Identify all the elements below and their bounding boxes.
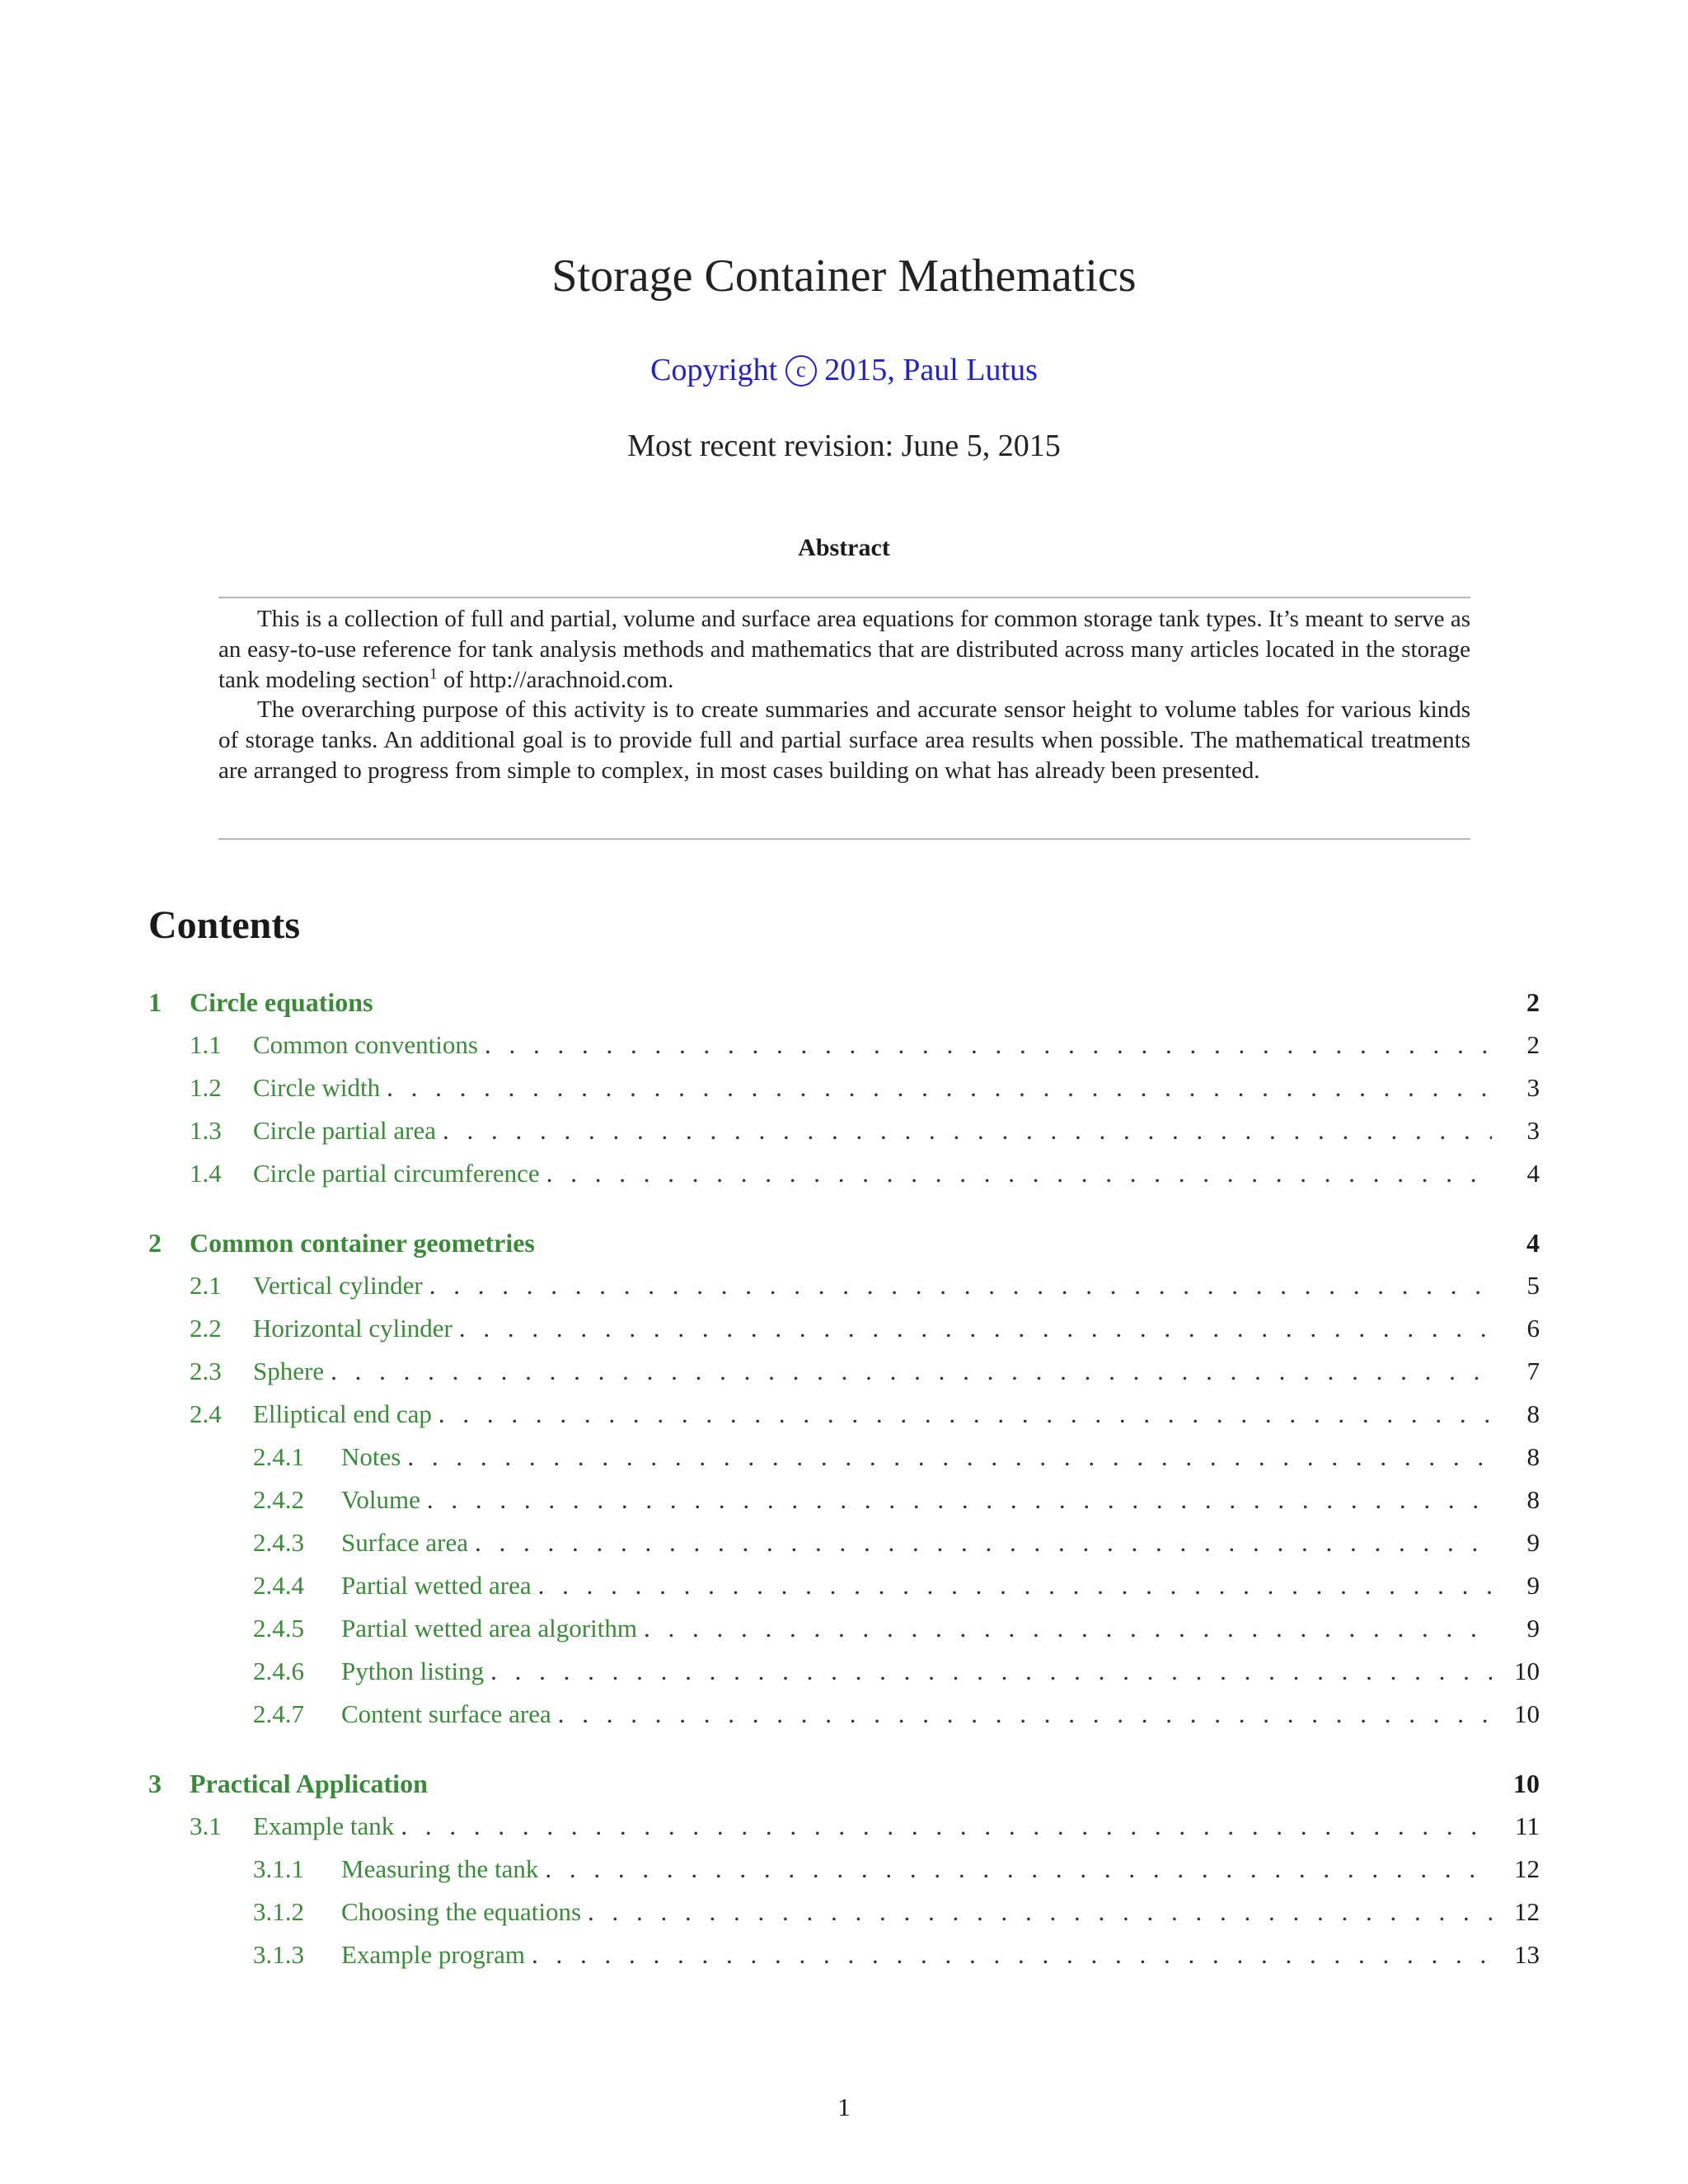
- toc-entry-number: 2: [148, 1228, 162, 1258]
- abstract-p1-tail: of http://arachnoid.com.: [437, 666, 674, 693]
- table-of-contents: [148, 981, 1540, 1976]
- toc-entry-number: 1.4: [190, 1159, 222, 1188]
- toc-subsection-entry[interactable]: [148, 1152, 1540, 1195]
- toc-subsection-entry[interactable]: [148, 1024, 1540, 1066]
- toc-entry-number: 1.3: [190, 1116, 222, 1145]
- toc-subsection-entry[interactable]: [148, 1350, 1540, 1393]
- toc-entry-number: 2.1: [190, 1271, 222, 1300]
- toc-dot-leader: [558, 1693, 1492, 1736]
- copyright-symbol-icon: c: [785, 355, 817, 387]
- toc-entry-title: Volume: [341, 1485, 420, 1514]
- toc-entry-title: Python listing: [341, 1657, 485, 1685]
- abstract-paragraph-1: [218, 604, 1470, 695]
- document-title: Storage Container Mathematics: [551, 251, 1137, 302]
- toc-subsection-entry[interactable]: [148, 1393, 1540, 1436]
- toc-section-entry[interactable]: [148, 1221, 1540, 1264]
- copyright-label: Copyright: [650, 353, 778, 387]
- toc-section-entry[interactable]: [148, 981, 1540, 1024]
- toc-subsection-entry[interactable]: [148, 1307, 1540, 1350]
- toc-entry-title: Practical Application: [190, 1769, 428, 1798]
- toc-entry-number: 2.4.7: [253, 1699, 304, 1728]
- toc-dot-leader: [545, 1848, 1492, 1891]
- toc-entry-page: 10: [1514, 1657, 1540, 1685]
- toc-entry-page: 2: [1526, 1030, 1540, 1059]
- toc-entry-page: 3: [1526, 1116, 1540, 1145]
- toc-entry-title: Measuring the tank: [341, 1854, 539, 1883]
- toc-entry-page: 10: [1513, 1769, 1540, 1798]
- toc-subsubsection-entry[interactable]: [148, 1564, 1540, 1607]
- toc-dot-leader: [401, 1805, 1492, 1848]
- toc-entry-page: 8: [1526, 1442, 1540, 1471]
- toc-subsubsection-entry[interactable]: [148, 1933, 1540, 1976]
- toc-dot-leader: [443, 1109, 1492, 1152]
- toc-entry-page: 2: [1526, 987, 1540, 1017]
- toc-dot-leader: [407, 1436, 1492, 1479]
- toc-dot-leader: [331, 1350, 1492, 1393]
- toc-dot-leader: [485, 1024, 1492, 1066]
- toc-entry-page: 9: [1526, 1528, 1540, 1557]
- toc-dot-leader: [427, 1479, 1492, 1521]
- toc-subsubsection-entry[interactable]: [148, 1693, 1540, 1736]
- toc-entry-number: 2.4.4: [253, 1571, 304, 1600]
- toc-entry-title: Circle width: [253, 1073, 381, 1102]
- toc-entry-number: 2.2: [190, 1314, 222, 1343]
- contents-heading: Contents: [148, 903, 301, 947]
- toc-subsubsection-entry[interactable]: [148, 1607, 1540, 1650]
- toc-subsubsection-entry[interactable]: [148, 1650, 1540, 1693]
- toc-subsection-entry[interactable]: [148, 1264, 1540, 1307]
- toc-entry-number: 1.1: [190, 1030, 222, 1059]
- toc-entry-number: 2.4.3: [253, 1528, 304, 1557]
- toc-section-gap: [148, 1195, 1540, 1221]
- abstract-p1-text: This is a collection of full and partial, volume and surface area equations for common storage tank types. It’s meant to serve as an easy-to-use reference for tank analysis methods and mathematics that are distributed across many articles located in the storage tank modeling section: [218, 606, 1470, 693]
- toc-entry-page: 5: [1526, 1271, 1540, 1300]
- abstract-body: [218, 604, 1470, 786]
- toc-entry-title: Example tank: [253, 1811, 395, 1840]
- toc-entry-page: 10: [1514, 1699, 1540, 1728]
- toc-subsubsection-entry[interactable]: [148, 1479, 1540, 1521]
- abstract-paragraph-2: The overarching purpose of this activity is to create summaries and accurate sensor height to volume tables for various kinds of storage tanks. An additional goal is to provide full and partial surface area results when possible. The mathematical treatments are arranged to progress from simple to complex, in most cases building on what has already been presented.: [218, 696, 1470, 784]
- toc-section-gap: [148, 1736, 1540, 1762]
- toc-entry-number: 2.3: [190, 1357, 222, 1385]
- toc-entry-title: Vertical cylinder: [253, 1271, 423, 1300]
- toc-entry-title: Choosing the equations: [341, 1897, 582, 1926]
- toc-entry-page: 9: [1526, 1614, 1540, 1643]
- toc-entry-number: 2.4: [190, 1399, 222, 1428]
- toc-entry-title: Common conventions: [253, 1030, 478, 1059]
- toc-entry-number: 2.4.1: [253, 1442, 304, 1471]
- copyright-holder: 2015, Paul Lutus: [824, 353, 1038, 387]
- toc-entry-title: Partial wetted area: [341, 1571, 532, 1600]
- toc-entry-title: Circle partial area: [253, 1116, 437, 1145]
- toc-dot-leader: [438, 1393, 1492, 1436]
- toc-entry-title: Common container geometries: [190, 1228, 535, 1258]
- toc-entry-page: 4: [1526, 1228, 1540, 1258]
- toc-dot-leader: [459, 1307, 1492, 1350]
- toc-subsubsection-entry[interactable]: [148, 1436, 1540, 1479]
- toc-dot-leader: [538, 1564, 1492, 1607]
- toc-entry-page: 9: [1526, 1571, 1540, 1600]
- toc-dot-leader: [387, 1066, 1492, 1109]
- toc-entry-number: 3.1.1: [253, 1854, 304, 1883]
- toc-entry-title: Circle partial circumference: [253, 1159, 540, 1188]
- toc-entry-page: 12: [1514, 1854, 1540, 1883]
- toc-entry-number: 1.2: [190, 1073, 222, 1102]
- revision-date: Most recent revision: June 5, 2015: [627, 429, 1061, 463]
- toc-dot-leader: [429, 1264, 1492, 1307]
- abstract-heading: Abstract: [798, 534, 890, 561]
- toc-entry-number: 3.1.3: [253, 1940, 304, 1969]
- toc-entry-page: 4: [1526, 1159, 1540, 1188]
- toc-entry-title: Content surface area: [341, 1699, 551, 1728]
- footnote-marker[interactable]: 1: [429, 664, 438, 682]
- toc-entry-title: Notes: [341, 1442, 401, 1471]
- toc-subsubsection-entry[interactable]: [148, 1891, 1540, 1933]
- toc-entry-page: 3: [1526, 1073, 1540, 1102]
- toc-entry-number: 1: [148, 987, 162, 1017]
- toc-subsection-entry[interactable]: [148, 1066, 1540, 1109]
- toc-entry-number: 3.1.2: [253, 1897, 304, 1926]
- page-number: 1: [837, 2093, 851, 2121]
- toc-dot-leader: [546, 1152, 1492, 1195]
- abstract-top-rule: [218, 597, 1470, 598]
- copyright-link[interactable]: [0, 349, 1688, 391]
- toc-dot-leader: [475, 1521, 1492, 1564]
- toc-dot-leader: [644, 1607, 1492, 1650]
- toc-subsubsection-entry[interactable]: [148, 1521, 1540, 1564]
- toc-entry-page: 11: [1515, 1811, 1540, 1840]
- toc-subsection-entry[interactable]: [148, 1109, 1540, 1152]
- toc-dot-leader: [588, 1891, 1492, 1933]
- toc-entry-page: 7: [1526, 1357, 1540, 1385]
- toc-section-entry[interactable]: [148, 1762, 1540, 1805]
- toc-entry-title: Partial wetted area algorithm: [341, 1614, 637, 1643]
- abstract-bottom-rule: [218, 838, 1470, 840]
- toc-dot-leader: [490, 1650, 1492, 1693]
- toc-entry-page: 13: [1514, 1940, 1540, 1969]
- toc-entry-title: Elliptical end cap: [253, 1399, 432, 1428]
- toc-entry-page: 8: [1526, 1399, 1540, 1428]
- toc-entry-page: 12: [1514, 1897, 1540, 1926]
- toc-entry-number: 2.4.2: [253, 1485, 304, 1514]
- toc-entry-number: 2.4.5: [253, 1614, 304, 1643]
- toc-entry-page: 6: [1526, 1314, 1540, 1343]
- toc-subsubsection-entry[interactable]: [148, 1848, 1540, 1891]
- toc-entry-title: Surface area: [341, 1528, 469, 1557]
- toc-entry-title: Circle equations: [190, 987, 373, 1017]
- toc-dot-leader: [532, 1933, 1492, 1976]
- toc-entry-title: Horizontal cylinder: [253, 1314, 452, 1343]
- toc-entry-number: 3.1: [190, 1811, 222, 1840]
- toc-entry-page: 8: [1526, 1485, 1540, 1514]
- toc-entry-title: Example program: [341, 1940, 525, 1969]
- toc-entry-title: Sphere: [253, 1357, 325, 1385]
- toc-entry-number: 3: [148, 1769, 162, 1798]
- toc-subsection-entry[interactable]: [148, 1805, 1540, 1848]
- toc-entry-number: 2.4.6: [253, 1657, 304, 1685]
